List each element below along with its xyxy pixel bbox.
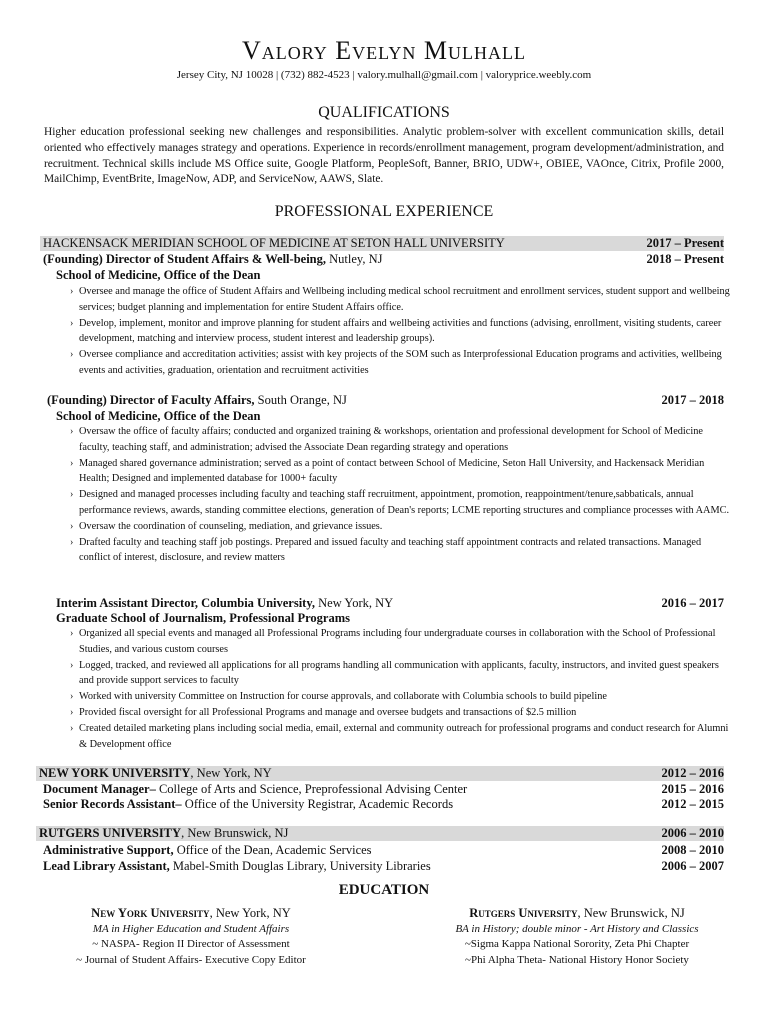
role-student-affairs	[43, 252, 382, 267]
candidate-name: Valory Evelyn Mulhall	[242, 36, 526, 65]
org-dates-rutgers: 2006 – 2010	[661, 826, 724, 840]
org-location: , New Brunswick, NJ	[181, 826, 289, 840]
school-name: Rutgers University	[469, 906, 578, 920]
role-title: (Founding) Director of Student Affairs & Well-being,	[43, 252, 326, 266]
bullet-list-faculty-affairs	[70, 424, 730, 566]
role-unit: School of Medicine, Office of the Dean	[56, 268, 261, 282]
role-senior-records	[43, 797, 453, 812]
list-item: › Oversaw the coordination of counseling, mediation, and grievance issues.	[70, 519, 730, 535]
role-dates: 2015 – 2016	[661, 782, 724, 796]
school-line	[26, 906, 356, 922]
list-item: ~ NASPA- Region II Director of Assessment	[92, 938, 290, 950]
list-item: › Managed shared governance administration; served as a point of contact between School of Medicine, Seton Hall University, and Hackensack Meridian Health; Designed and implemented database for 1000+ faculty	[70, 456, 730, 488]
list-item: › Worked with university Committee on Instruction for course approvals, and collaborate with Columbia schools to build pipeline	[70, 689, 730, 705]
list-item: › Provided fiscal oversight for all Professional Programs and manage and oversee budgets and transactions of $2.5 million	[70, 705, 730, 721]
role-title: Interim Assistant Director, Columbia University,	[56, 596, 316, 610]
role-title: Document Manager–	[43, 782, 156, 796]
role-location: Nutley, NJ	[326, 252, 383, 266]
role-title: (Founding) Director of Faculty Affairs,	[47, 393, 255, 407]
role-dates: 2017 – 2018	[661, 393, 724, 407]
role-detail: Office of the Dean, Academic Services	[173, 843, 372, 857]
qualifications-heading: QUALIFICATIONS	[318, 104, 450, 121]
list-item: › Oversaw the office of faculty affairs; conducted and organized training & workshops, orientation and professional development for School of Medicine faculty, teaching staff, and administration; advised the Associate Dean regarding strategy and operations	[70, 424, 730, 456]
role-location: South Orange, NJ	[254, 393, 347, 407]
role-title: Lead Library Assistant,	[43, 859, 170, 873]
org-dates-nyu: 2012 – 2016	[661, 766, 724, 780]
school-name: New York University	[91, 906, 210, 920]
role-dates: 2012 – 2015	[661, 797, 724, 811]
list-item: ~Sigma Kappa National Sorority, Zeta Phi Chapter	[464, 938, 690, 950]
org-name: RUTGERS UNIVERSITY	[39, 826, 182, 840]
list-item: › Oversee compliance and accreditation activities; assist with key projects of the SOM such as Interprofessional Education programs and activities, wellbeing events and activities, graduation, orientation and recruitment activities	[70, 347, 730, 379]
role-detail: College of Arts and Science, Preprofessional Advising Center	[155, 782, 468, 796]
role-title: Senior Records Assistant–	[43, 797, 182, 811]
org-nyu	[39, 766, 272, 781]
list-item: › Organized all special events and managed all Professional Programs including four undergraduate courses in collaboration with the School of Professional Studies, and various custom courses	[70, 626, 730, 658]
list-item: › Develop, implement, monitor and improve planning for student affairs and wellbeing activities and functions (advising, enrollment, visiting students, career development, matching and interview process, student interest and leadership groups).	[70, 316, 730, 348]
role-library-assistant	[43, 859, 431, 874]
org-rutgers	[39, 826, 288, 841]
list-item: ~ Journal of Student Affairs- Executive Copy Editor	[76, 953, 306, 966]
list-item: ~Phi Alpha Theta- National History Honor Society	[465, 953, 689, 966]
degree: BA in History; double minor - Art History and Classics	[455, 922, 699, 935]
contact-line: Jersey City, NJ 10028 | (732) 882-4523 | valory.mulhall@gmail.com | valoryprice.weebly.com	[176, 69, 592, 81]
role-detail: Mabel-Smith Douglas Library, University Libraries	[169, 859, 431, 873]
school-location: , New Brunswick, NJ	[577, 906, 685, 920]
list-item: › Logged, tracked, and reviewed all applications for all programs handling all communication with applicants, faculty, instructors, and invited guest speakers and provide support services to faculty	[70, 658, 730, 690]
role-title: Administrative Support,	[43, 843, 174, 857]
role-faculty-affairs	[47, 393, 347, 408]
qualifications-text: Higher education professional seeking new challenges and responsibilities. Analytic problem-solver with excellent communication skills, detail oriented who effectively manages strategy and operations. Experience in records/enrollment management, program development/administration, and recruitment. Technical skills include MS Office suite, Google Platform, PeopleSoft, Banner, BRIO, UDW+, OBIEE, VAOnce, Citrix, Profile 2000, MailChimp, EventBrite, ImageNow, ADP, and ServiceNow, AAWS, Slate.	[44, 126, 724, 186]
education-rutgers	[412, 906, 742, 968]
role-unit: Graduate School of Journalism, Professional Programs	[56, 611, 350, 625]
role-dates: 2006 – 2007	[661, 859, 724, 873]
degree: MA in Higher Education and Student Affairs	[92, 922, 290, 935]
experience-heading: PROFESSIONAL EXPERIENCE	[274, 203, 494, 220]
education-nyu	[26, 906, 356, 968]
org-name: NEW YORK UNIVERSITY	[39, 766, 191, 780]
bullet-list-columbia	[70, 626, 730, 752]
list-item: › Oversee and manage the office of Student Affairs and Wellbeing including medical school recruitment and enrollment services, student support and wellbeing services; budget planning and implementation for entire Student Affairs office.	[70, 284, 730, 316]
education-heading: EDUCATION	[338, 882, 430, 898]
org-dates-hackensack: 2017 – Present	[646, 236, 724, 250]
role-dates: 2016 – 2017	[661, 596, 724, 610]
school-line	[412, 906, 742, 922]
org-hackensack: HACKENSACK MERIDIAN SCHOOL OF MEDICINE AT SETON HALL UNIVERSITY	[43, 236, 505, 250]
role-dates: 2008 – 2010	[661, 843, 724, 857]
role-dates: 2018 – Present	[646, 252, 724, 266]
list-item: › Created detailed marketing plans including social media, email, external and community outreach for professional programs and conduct research for Alumni & Development office	[70, 721, 730, 753]
role-document-manager	[43, 782, 467, 797]
org-location: , New York, NY	[190, 766, 272, 780]
role-columbia	[56, 596, 393, 611]
role-admin-support	[43, 843, 372, 858]
role-location: New York, NY	[315, 596, 394, 610]
list-item: › Drafted faculty and teaching staff job postings. Prepared and issued faculty and teaching staff appointment contracts and related transactions. Managed conflict of interest, disclosure, and review matters	[70, 535, 730, 567]
role-unit: School of Medicine, Office of the Dean	[56, 409, 261, 423]
bullet-list-student-affairs	[70, 284, 730, 379]
school-location: , New York, NY	[209, 906, 291, 920]
role-detail: Office of the University Registrar, Academic Records	[181, 797, 454, 811]
list-item: › Designed and managed processes including faculty and teaching staff recruitment, appointment, promotion, reappointment/tenure,sabbaticals, annual performance reviews, awards, standing committee elections, generation of Dean's reports; LCME reporting structures and compliance processes with AAMC.	[70, 487, 730, 519]
